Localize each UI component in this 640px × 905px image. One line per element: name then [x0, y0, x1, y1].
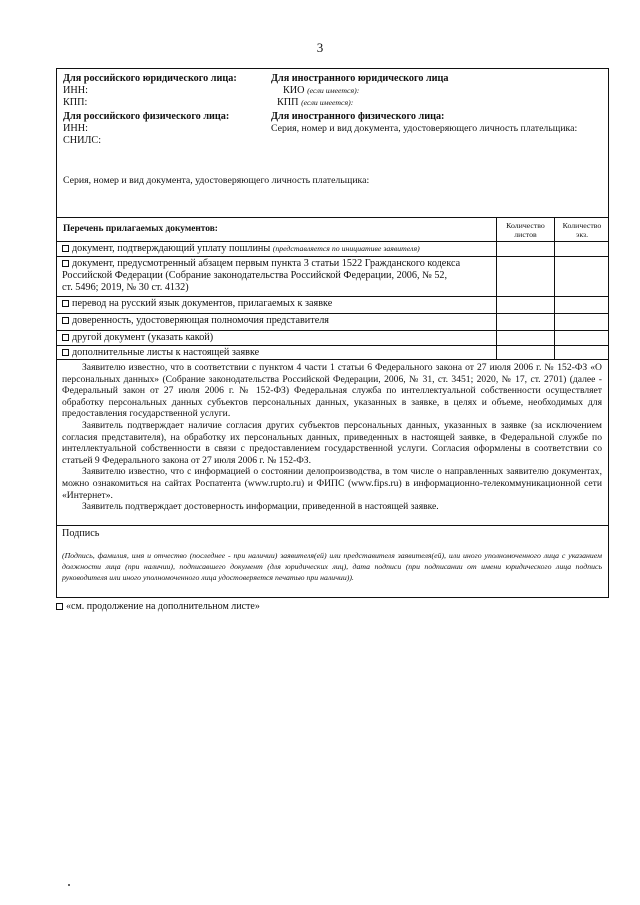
signature-note: (Подпись, фамилия, имя и отчество (последнее - при наличии) заявителя(ей) или представителя заявителя(ей), или иного уполномоченного лица с указанием должности лица (при наличии), подписавшего документ (для юридических лиц), дата подписи (при подписании от имени юридического лица подпись руководителя или иного уполномоченного лица удостоверяется печатью при наличии)). [62, 551, 602, 582]
row-power-of-attorney-label: доверенность, удостоверяющая полномочия представителя [72, 315, 329, 326]
checkbox-additional-sheets[interactable] [62, 349, 69, 356]
continuation-label: «см. продолжение на дополнительном листе» [66, 601, 260, 612]
table-row-divider [57, 345, 608, 346]
table-top-border [57, 217, 608, 218]
signature-divider [57, 525, 608, 526]
checkbox-translation[interactable] [62, 300, 69, 307]
table-row [62, 347, 259, 359]
checkbox-civil-code-doc[interactable] [62, 260, 69, 267]
signature-label: Подпись [62, 528, 100, 539]
kio-label: КИО [283, 85, 305, 96]
consent-text [62, 362, 602, 513]
row-other-doc-label: другой документ (указать какой) [72, 332, 214, 343]
foreign-person-heading: Для иностранного физического лица: [271, 111, 445, 122]
table-row [62, 315, 329, 327]
table-row [62, 258, 460, 294]
table-row [62, 298, 332, 310]
inn-label: ИНН: [63, 85, 88, 96]
continuation-option [56, 601, 260, 613]
documents-heading: Перечень прилагаемых документов: [63, 224, 218, 234]
table-row-divider [57, 296, 608, 297]
row-civil-code-line-3: ст. 5496; 2019, № 30 ст. 4132) [62, 282, 189, 293]
table-row-divider [57, 256, 608, 257]
row-payment-doc-note: (представляется по инициативе заявителя) [272, 244, 420, 253]
foreign-doc-label: Серия, номер и вид документа, удостоверяющего личность плательщика: [271, 123, 578, 134]
kio-note: (если имеется): [307, 86, 360, 95]
col-sheets-header [497, 221, 554, 239]
consent-paragraph-1: Заявителю известно, что в соответствии с пунктом 4 части 1 статьи 6 Федерального закона от 27 июля 2006 г. № 152-ФЗ «О персональных данных» (Собрание законодательства Российской Федерации, 2006, № 31, ст. 3451; 2020, № 17, ст. 2701) (далее - Федеральный закон от 27 июля 2006 г. № 152-ФЗ) Федеральная служба по интеллектуальной собственности осуществляет обработку персональных данных субъектов персональных данных, указанных в заявке, в целях и объеме, необходимых для предоставления государственной услуги. [62, 362, 602, 420]
col-copies-line-2: экз. [575, 230, 589, 239]
col-sheets-line-2: листов [514, 230, 537, 239]
row-translation-label: перевод на русский язык документов, прилагаемых к заявке [72, 298, 333, 309]
row-additional-sheets-label: дополнительные листы к настоящей заявке [72, 347, 260, 358]
checkbox-power-of-attorney[interactable] [62, 317, 69, 324]
row-civil-code-line-2: Российской Федерации (Собрание законодательства Российской Федерации, 2006, № 52, [62, 270, 448, 281]
ru-person-heading: Для российского физического лица: [63, 111, 230, 122]
kpp-label: КПП: [63, 97, 88, 108]
table-row-divider [57, 330, 608, 331]
consent-paragraph-3: Заявителю известно, что с информацией о состоянии делопроизводства, в том числе о направленных заявителю документах, можно ознакомиться на сайтах Роспатента (www.rupto.ru) и ФИПС (www.fips.ru) в информационно-телекоммуникационной сети «Интернет». [62, 466, 602, 501]
table-bottom-border [57, 359, 608, 360]
scan-speck [68, 884, 70, 886]
ru-legal-heading: Для российского юридического лица: [63, 73, 237, 84]
consent-paragraph-2: Заявитель подтверждает наличие согласия других субъектов персональных данных, указанных в заявке (за исключением согласия представителя), на обработку их персональных данных, приведенных в настоящей заявке, в Федеральной службе по интеллектуальной собственности в связи с предоставлением государственной услуги. Согласия оформлены в соответствии со статьей 9 Федерального закона от 27 июля 2006 г. № 152-ФЗ. [62, 419, 602, 466]
col-copies-header [555, 221, 609, 239]
kpp-foreign-note: (если имеется): [301, 98, 354, 107]
kpp-foreign-label: КПП [277, 97, 299, 108]
foreign-legal-heading: Для иностранного юридического лица [271, 73, 449, 84]
row-civil-code-line-1: документ, предусмотренный абзацем первым пункта 3 статьи 1522 Гражданского кодекса [72, 258, 461, 269]
table-row-divider [57, 241, 608, 242]
snils-label: СНИЛС: [63, 135, 102, 146]
row-payment-doc-label: документ, подтверждающий уплату пошлины [72, 243, 271, 254]
checkbox-payment-doc[interactable] [62, 245, 69, 252]
kio-field [283, 85, 359, 97]
checkbox-continuation[interactable] [56, 603, 63, 610]
table-row [62, 243, 420, 255]
table-row-divider [57, 313, 608, 314]
col-sheets-line-1: Количество [506, 221, 545, 230]
form-frame [56, 68, 609, 598]
table-row [62, 332, 213, 344]
payer-doc-label: Серия, номер и вид документа, удостоверяющего личность плательщика: [63, 175, 370, 186]
consent-paragraph-4: Заявитель подтверждает достоверность информации, приведенной в настоящей заявке. [82, 501, 439, 513]
kpp-foreign-field [277, 97, 353, 109]
col-copies-line-1: Количество [562, 221, 602, 230]
checkbox-other-doc[interactable] [62, 334, 69, 341]
page-number: 3 [316, 40, 324, 55]
inn-label-2: ИНН: [63, 123, 88, 134]
